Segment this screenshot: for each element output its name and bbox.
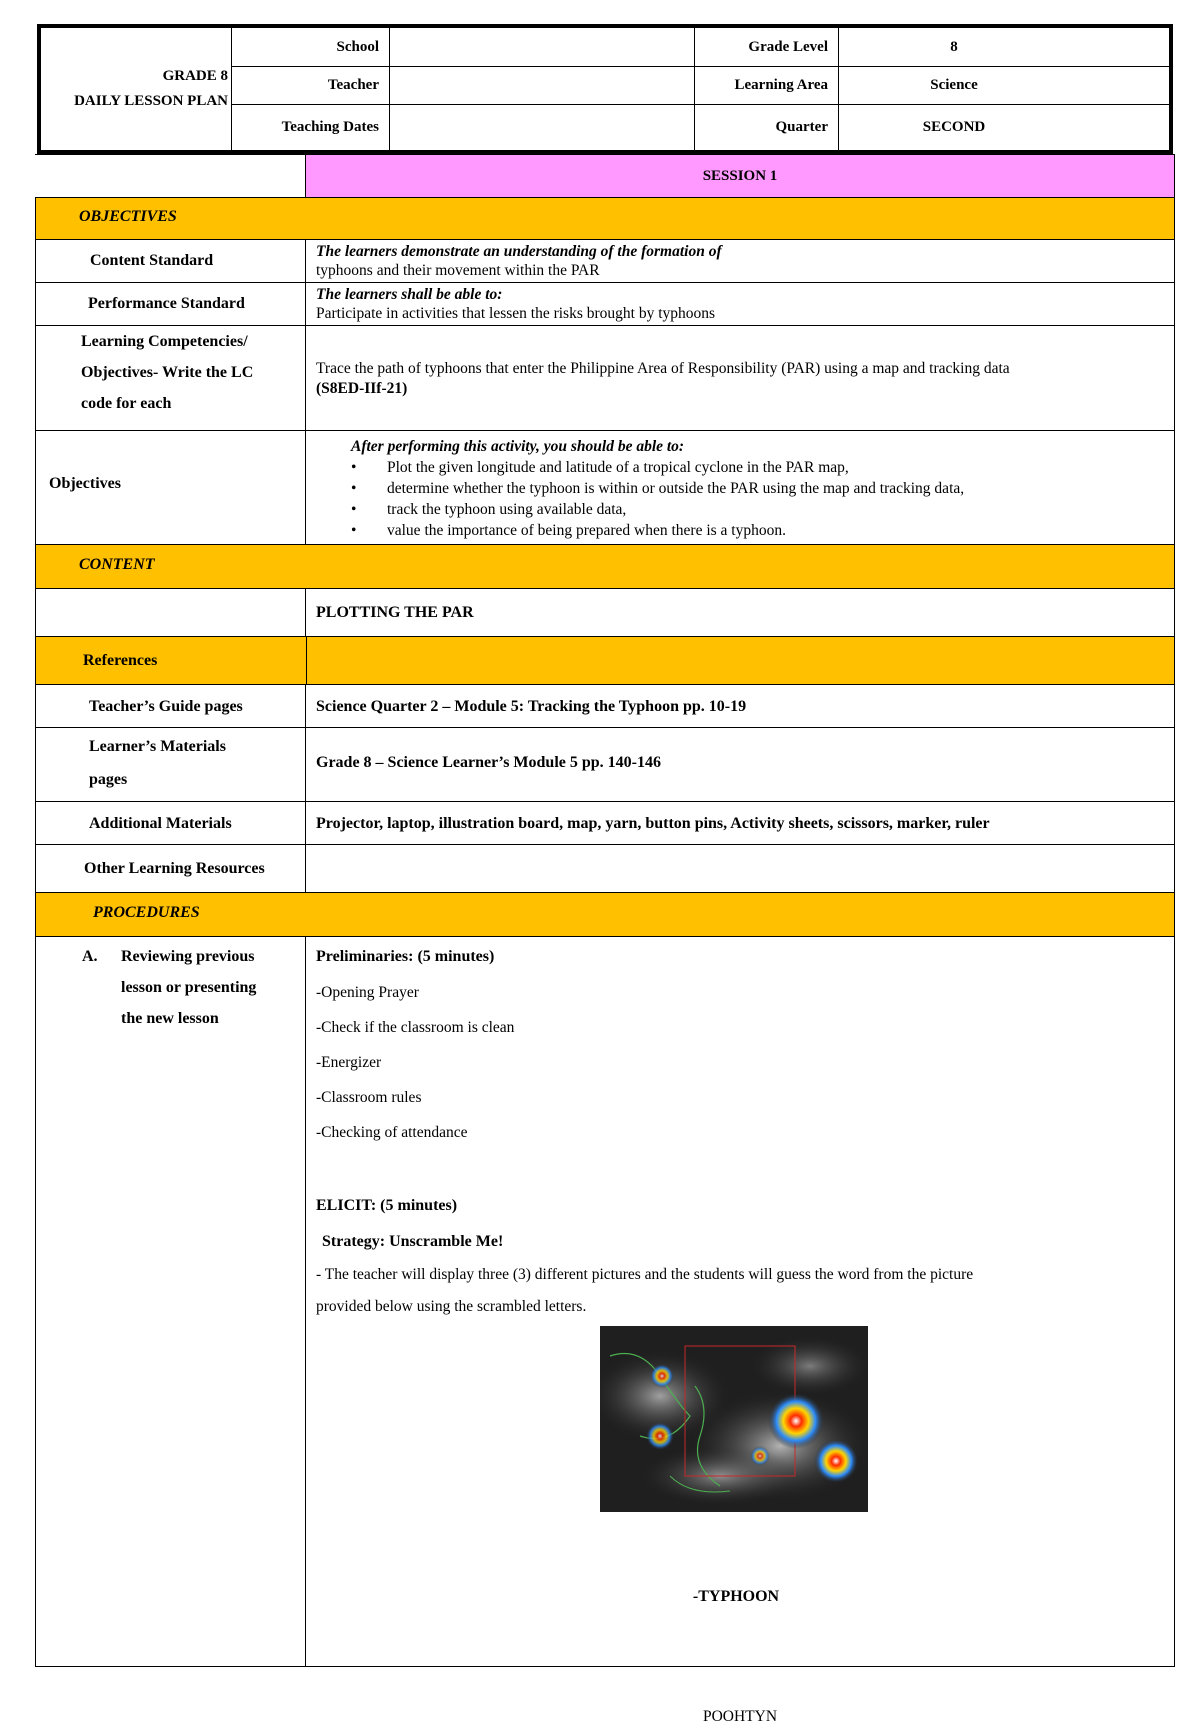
elicit-heading: ELICIT: (5 minutes) [316,1197,458,1214]
content-title: PLOTTING THE PAR [316,604,474,621]
content-standard-row [35,240,1175,283]
objective-item: • determine whether the typhoon is within or outside the PAR using the map and tracking data, [351,478,1171,499]
objectives-heading-row [35,198,1175,240]
learning-area-label: Learning Area [734,76,828,93]
competencies-label-line3: code for each [81,395,172,412]
header-title [41,28,231,150]
competencies-row [35,326,1175,431]
procedure-a-letter: A. [82,948,98,965]
competencies-code: (S8ED-IIf-21) [316,380,408,397]
quarter-label: Quarter [775,118,828,135]
grade-level-value: 8 [950,38,958,55]
instruction-line2: provided below using the scrambled letters. [316,1298,587,1315]
learners-materials-value: Grade 8 – Science Learner’s Module 5 pp. 140-146 [316,754,661,771]
teacher-field[interactable] [389,66,694,104]
school-field[interactable] [389,28,694,66]
procedure-a-label-line3: the new lesson [121,1010,219,1027]
learners-materials-label-line2: pages [89,771,128,788]
objectives-intro: After performing this activity, you should be able to: [351,438,685,455]
performance-standard-line1: The learners shall be able to: [316,286,503,303]
teaching-dates-field[interactable] [389,104,694,150]
objectives-list [351,457,1171,541]
objective-item: • track the typhoon using available data, [351,499,1171,520]
performance-standard-line2: Participate in activities that lessen the risks brought by typhoons [316,305,716,322]
content-standard-line1: The learners demonstrate an understanding of the formation of [316,243,722,260]
header-title-line1: GRADE 8 [162,68,228,84]
preliminaries-heading: Preliminaries: (5 minutes) [316,948,495,965]
preliminary-item: -Checking of attendance [316,1124,468,1141]
header-table [37,24,1173,154]
performance-standard-row [35,283,1175,326]
content-heading: CONTENT [79,556,155,573]
additional-materials-label: Additional Materials [89,815,232,832]
content-standard-line2: typhoons and their movement within the PAR [316,262,600,279]
answer-word: -TYPHOON [692,1588,780,1605]
content-standard-label: Content Standard [90,252,214,269]
objective-item: • Plot the given longitude and latitude of a tropical cyclone in the PAR map, [351,457,1171,478]
grade-level-label: Grade Level [748,38,828,55]
competencies-label-line2: Objectives- Write the LC [81,364,254,381]
additional-materials-value: Projector, laptop, illustration board, map, yarn, button pins, Activity sheets, scissors, marker, ruler [316,815,990,832]
additional-materials-row [35,802,1175,845]
competencies-label-line1: Learning Competencies/ [81,333,248,350]
procedures-heading: PROCEDURES [93,904,200,921]
objectives-heading: OBJECTIVES [79,208,177,225]
procedure-a-label-line2: lesson or presenting [121,979,257,996]
session-title: SESSION 1 [306,155,1175,197]
other-resources-row [35,845,1175,893]
quarter-value: SECOND [922,118,986,135]
objectives-label: Objectives [49,475,121,492]
learning-area-value: Science [930,76,978,93]
procedures-heading-row [35,893,1175,937]
procedure-a-label-line1: Reviewing previous [121,948,255,965]
instruction-line1: - The teacher will display three (3) different pictures and the students will guess the word from the picture [316,1266,974,1283]
strategy-heading: Strategy: Unscramble Me! [322,1233,504,1250]
objectives-row [35,431,1175,545]
learners-materials-row [35,728,1175,802]
references-heading: References [83,652,158,669]
preliminary-item: -Energizer [316,1054,382,1071]
performance-standard-label: Performance Standard [88,295,245,312]
preliminary-item: -Check if the classroom is clean [316,1019,515,1036]
procedure-a-row [35,937,1175,1725]
content-title-row [35,589,1175,637]
satellite-typhoon-image [600,1326,868,1512]
teachers-guide-row [35,685,1175,728]
teachers-guide-value: Science Quarter 2 – Module 5: Tracking the Typhoon pp. 10-19 [316,698,747,715]
competencies-text: Trace the path of typhoons that enter the Philippine Area of Responsibility (PAR) using a map and tracking data [316,360,1010,377]
scrambled-word: POOHTYN [702,1708,778,1725]
preliminaries-list [316,975,514,1150]
references-heading-row [35,637,1175,685]
header-title-line2: DAILY LESSON PLAN [74,93,228,109]
school-label: School [336,38,379,55]
session-row [35,154,1175,198]
other-resources-label: Other Learning Resources [84,860,265,877]
learners-materials-label-line1: Learner’s Materials [89,738,226,755]
teacher-label: Teacher [327,76,379,93]
preliminary-item: -Classroom rules [316,1089,422,1106]
objective-item: • value the importance of being prepared when there is a typhoon. [351,520,1171,541]
teaching-dates-label: Teaching Dates [281,118,379,135]
content-heading-row [35,545,1175,589]
preliminary-item: -Opening Prayer [316,984,419,1001]
teachers-guide-label: Teacher’s Guide pages [89,698,243,715]
